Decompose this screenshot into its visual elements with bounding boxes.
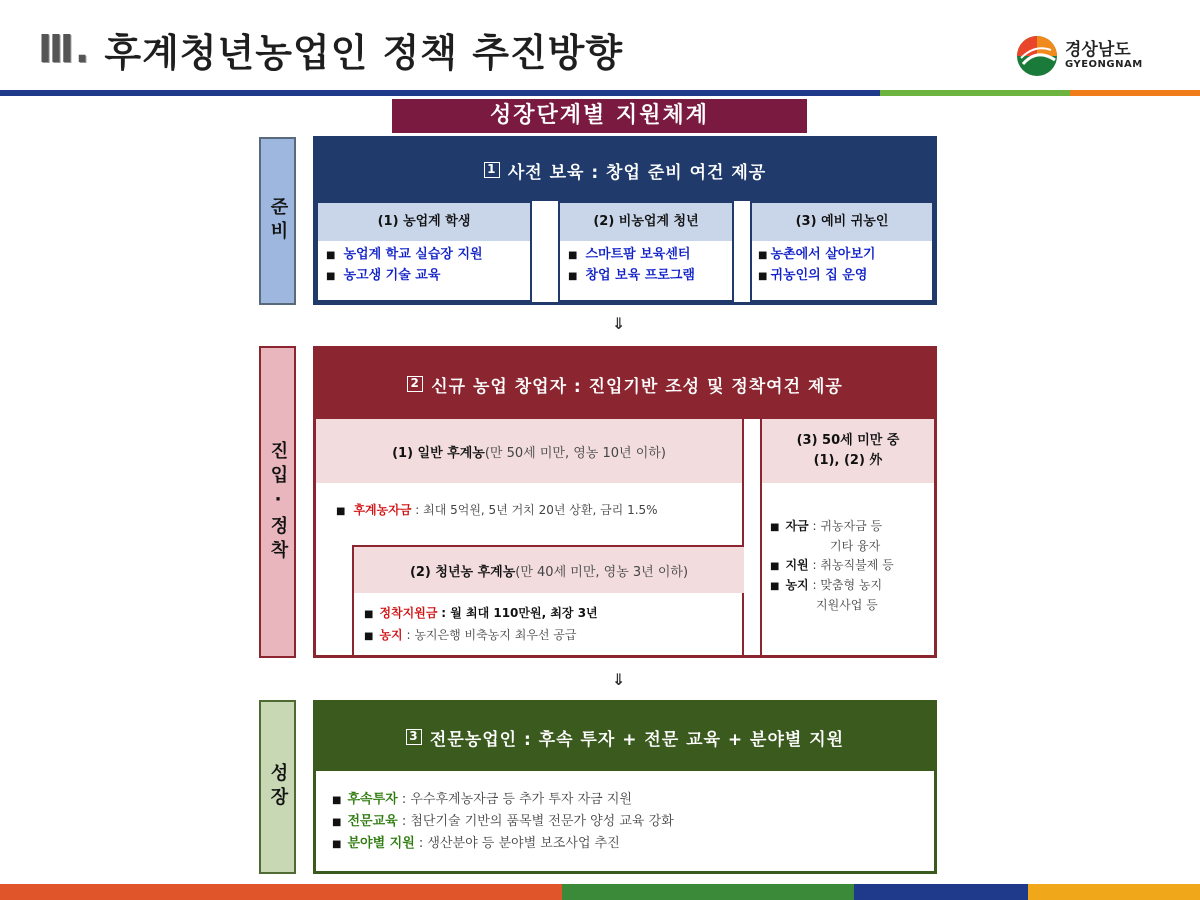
- stage-label-growth: 성장: [259, 700, 296, 874]
- section-prep-header: [316, 139, 934, 201]
- footer-bar: [0, 884, 1200, 900]
- list-item: ■ 농지 : 맞춤형 농지: [770, 578, 883, 592]
- prep-col-returnees: [750, 201, 934, 302]
- list-item: ■ 분야별 지원 : 생산분야 등 분야별 보조사업 추진: [332, 836, 620, 851]
- section-entry-title: 신규 농업 창업자 : 진입기반 조성 및 정착여건 제공: [431, 376, 843, 397]
- page-title: [38, 18, 623, 80]
- list-item: ■ 지원 : 취농직불제 등: [770, 558, 894, 572]
- section-number-box: 2: [407, 376, 423, 392]
- list-item: ■ 귀농인의 집 운영: [758, 268, 868, 283]
- list-item: ■ 후속투자 : 우수후계농자금 등 추가 투자 자금 지원: [332, 792, 632, 807]
- list-item-continued: 지원사업 등: [816, 598, 878, 612]
- section-number-box: 1: [484, 162, 500, 178]
- section-number-box: 3: [406, 729, 422, 745]
- section-growth-list: [316, 771, 934, 855]
- stage-label-entry: 진입·정착: [259, 346, 296, 658]
- list-item: ■ 자금 : 귀농자금 등: [770, 519, 883, 533]
- list-item: ■ 농고생 기술 교육: [326, 268, 441, 283]
- list-item: ■ 후계농자금 : 최대 5억원, 5년 거치 20년 상환, 금리 1.5%: [336, 503, 658, 517]
- list-item: ■ 전문교육 : 첨단기술 기반의 품목별 전문가 양성 교육 강화: [332, 814, 674, 829]
- entry-general: [316, 419, 744, 655]
- section-growth: [313, 700, 937, 874]
- entry-other-header: (3) 50세 미만 중 (1), (2) 外: [762, 419, 934, 483]
- prep-col-returnees-title: (3) 예비 귀농인: [752, 203, 932, 241]
- list-item: ■ 정착지원금 : 월 최대 110만원, 최장 3년: [364, 606, 598, 620]
- list-item-continued: 기타 융자: [830, 539, 881, 553]
- down-arrow-icon: ⇓: [612, 670, 626, 689]
- header-divider: [0, 90, 1200, 96]
- logo-korean: 경상남도: [1065, 39, 1131, 60]
- list-item: ■ 스마트팜 보육센터: [568, 247, 691, 262]
- section-entry-header: [316, 349, 934, 419]
- section-prep-columns: [316, 201, 934, 302]
- section-growth-header: [316, 703, 934, 771]
- list-item: ■ 농지 : 농지은행 비축농지 최우선 공급: [364, 628, 577, 642]
- section-prep: [313, 136, 937, 305]
- entry-other: [762, 419, 934, 655]
- prep-col-youth: [558, 201, 734, 302]
- diagram-subtitle: 성장단계별 지원체계: [392, 99, 807, 133]
- roman-numeral: Ⅲ.: [38, 27, 91, 71]
- list-item: ■ 창업 보육 프로그램: [568, 268, 695, 283]
- logo-english: GYEONGNAM: [1065, 58, 1143, 70]
- down-arrow-icon: ⇓: [612, 314, 626, 333]
- section-entry: [313, 346, 937, 658]
- gyeongnam-logo-icon: [1015, 34, 1059, 78]
- prep-col-students: [316, 201, 532, 302]
- prep-col-students-title: (1) 농업계 학생: [318, 203, 530, 241]
- prep-col-youth-title: (2) 비농업계 청년: [560, 203, 732, 241]
- list-item: ■ 농촌에서 살아보기: [758, 247, 876, 262]
- entry-youth-header: (2) 청년농 후계농 (만 40세 미만, 영농 3년 이하): [354, 547, 744, 593]
- section-prep-title: 사전 보육 : 창업 준비 여건 제공: [507, 162, 767, 183]
- logo: [1015, 30, 1180, 82]
- entry-youth: [352, 545, 744, 657]
- section-growth-title: 전문농업인 : 후속 투자 + 전문 교육 + 분야별 지원: [429, 729, 845, 750]
- page-title-text: 후계청년농업인 정책 추진방향: [104, 30, 624, 75]
- list-item: ■ 농업계 학교 실습장 지원: [326, 247, 483, 262]
- stage-label-prep: 준비: [259, 137, 296, 305]
- entry-general-header: (1) 일반 후계농 (만 50세 미만, 영농 10년 이하): [316, 419, 742, 483]
